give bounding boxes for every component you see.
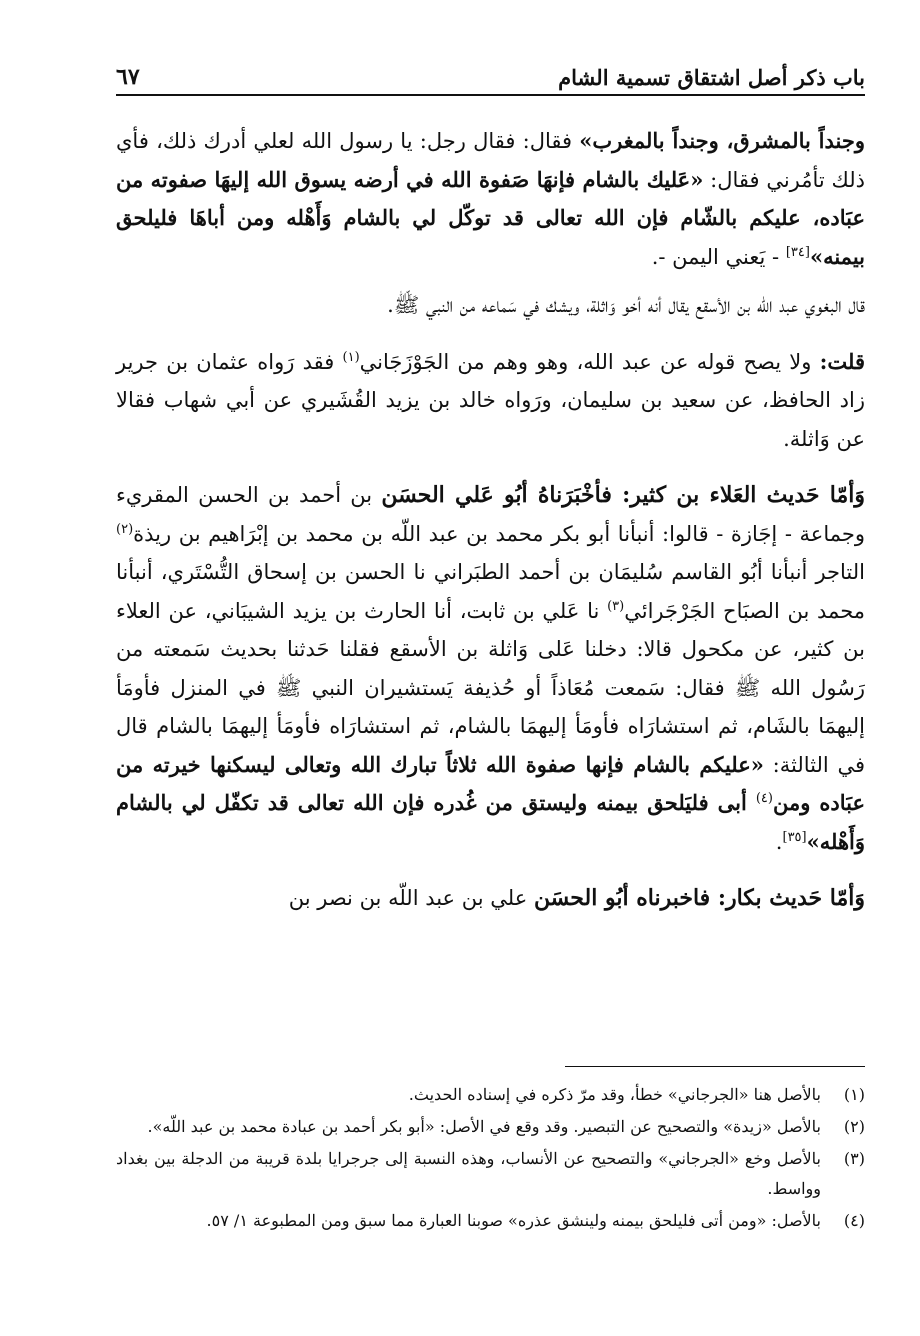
footnote-text: بالأصل هنا «الجرجاني» خطأ، وقد مرّ ذكره في إسناده الحديث. xyxy=(408,1085,821,1104)
footnote-text: بالأصل «زيدة» والتصحيح عن التبصير. وقد وقع في الأصل: «أبو بكر أحمد بن عبادة محمد بن عبد اللّه». xyxy=(147,1117,821,1136)
hadith-text: «عَليك بالشام فإنهَا صَفوة الله في أرضه يسوق الله إليهَا صفوته من عبَاده، عليكم بالشّام فإن الله تعالى قد توكّل لي بالشام وَأَهْله ومن أباهَا فليلحق بيمنه» xyxy=(116,166,865,269)
footnote-text: بالأصل وخع «الجرجاني» والتصحيح عن الأنساب، وهذه النسبة إلى جرجرايا بلدة قريبة من الدجلة بين بغداد وواسط. xyxy=(116,1149,821,1198)
section-heading: وَأمّا حَديث بكار: فاخبرناه أبُو الحسَن xyxy=(533,885,865,911)
hadith-text: أبى فليَلحق بيمنه وليستق من غُدره فإن الله تعالى قد تكفّل لي بالشام وَأَهْله» xyxy=(116,790,865,854)
qultu-label: قلت: xyxy=(819,348,866,374)
paragraph-3 xyxy=(116,343,865,459)
footnote-number: (١) xyxy=(843,1085,865,1104)
footnote-marker: (١) xyxy=(342,349,360,365)
text-run: نا عَلي بن ثابت، أنا الحارث بن يزيد الشيبَاني، عن العلاء بن كثير، عن مكحول قالا: دخلنا عَلى وَاثلة بن الأسقع فقلنا حَدثنا بحديث سَمعته من رَسُول الله ﷺ فقال: سَمعت مُعَاذاً أو حُذيفة يَستشيران النبي ﷺ في المنزل فأومَأ إليهمَا بالشَام، ثم استشارَاه فأومَأ إليهمَا بالشام، ثم استشارَاه فأومَأ إليهمَا بالشام قال في الثالثة: xyxy=(116,598,865,777)
footnote-marker: (٤) xyxy=(755,791,773,806)
text-run: فقد رَواه عثمان بن جرير زاد الحافظ، عن سعيد بن سليمان، ورَواه خالد بن يزيد القُشَيري عن أبي شهاب فقالا عن وَاثلة. xyxy=(116,349,865,451)
text-run: فقال: فقال رجل: يا رسول الله لعلي أدرك ذلك، فأي ذلك تأمُرني فقال: xyxy=(116,129,865,192)
footnote-marker: (٣) xyxy=(607,598,625,614)
footnote xyxy=(116,1206,865,1236)
footnote xyxy=(116,1112,865,1142)
paragraph-5 xyxy=(116,879,865,918)
reference-number: [٣٥] xyxy=(782,829,807,845)
footnote-number: (٣) xyxy=(843,1149,865,1168)
paragraph-1 xyxy=(116,122,865,276)
footnote-number: (٤) xyxy=(843,1211,865,1230)
running-title: باب ذكر أصل اشتقاق تسمية الشام xyxy=(558,65,865,90)
page-number: ٦٧ xyxy=(116,64,140,90)
footnote-divider xyxy=(565,1066,865,1067)
hadith-text: وجنداً بالمشرق، وجنداً بالمغرب» xyxy=(579,128,865,153)
text-run: بن أحمد بن الحسن المقريء وجماعة - إجَازة - قالوا: أنبأنا أبو بكر محمد بن عبد اللّه بن محمد بن إبْرَاهيم بن ريذة xyxy=(116,483,865,546)
footnote-text: بالأصل: «ومن أتى فليلحق بيمنه ولينشق عذره» صوبنا العبارة مما سبق ومن المطبوعة ١/ ٥٧. xyxy=(206,1211,821,1230)
footnote xyxy=(116,1144,865,1204)
footnotes xyxy=(116,1080,865,1238)
paragraph-4 xyxy=(116,476,865,861)
text-run: التاجر أنبأنا أبُو القاسم سُليمَان بن أحمد الطبَراني نا الحسن بن إسحاق التُّسْتَري، أنبأنا محمد بن الصبَاح الجَرْجَرائي xyxy=(116,560,865,623)
footnote-number: (٢) xyxy=(843,1117,865,1136)
footnote xyxy=(116,1080,865,1110)
text-run: - يَعني اليمن -. xyxy=(651,244,786,269)
text-run: ولا يصح قوله عن عبد الله، وهو وهم من الجَوْزَجَاني xyxy=(359,349,820,374)
main-text xyxy=(116,122,865,936)
page-header xyxy=(116,58,865,96)
reference-number: [٣٤] xyxy=(785,244,810,260)
text-run: علي بن عبد اللّه بن نصر بن xyxy=(288,886,534,910)
hadith-text: «عليكم بالشام فإنها صفوة الله ثلاثاً تبارك الله وتعالى ليسكنها خيرته من عبَاده ومن xyxy=(116,751,865,815)
footnote-marker: (٢) xyxy=(116,521,134,537)
text-run: . xyxy=(775,829,783,854)
section-heading: وَأمّا حَديث العَلاء بن كثير: فأخْبَرَناهُ أبُو عَلي الحسَن xyxy=(381,482,866,508)
paragraph-2: قال البغوي عبد اللّه بن الأسقع يقال أنه أخو وَاثلة، ويشك في سَماعه من النبي ﷺ. xyxy=(387,293,865,317)
